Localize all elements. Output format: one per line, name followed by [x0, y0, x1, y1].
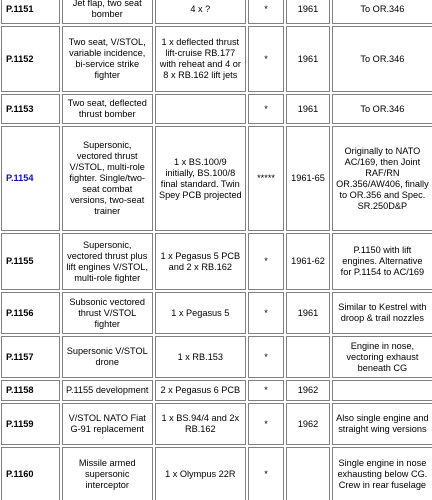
project-year: 1962 — [286, 403, 330, 445]
table-row — [1, 447, 432, 500]
project-description: Missile armed supersonic interceptor — [62, 447, 153, 500]
table-row — [1, 0, 432, 24]
project-id: P.1152 — [1, 26, 60, 92]
project-id: P.1157 — [1, 336, 60, 378]
table-row — [1, 126, 432, 231]
project-engines — [155, 94, 246, 124]
project-notes: Similar to Kestrel with droop & trail nozzles — [332, 292, 432, 334]
table-row — [1, 233, 432, 290]
project-year: 1961 — [286, 0, 330, 24]
project-rating: * — [248, 233, 284, 290]
project-rating: * — [248, 380, 284, 401]
project-id: P.1156 — [1, 292, 60, 334]
project-notes: P.1150 with lift engines. Alternative for P.1154 to AC/169 — [332, 233, 432, 290]
table-row — [1, 94, 432, 124]
project-engines: 1 x BS.94/4 and 2x RB.162 — [155, 403, 246, 445]
project-engines: 1 x Olympus 22R — [155, 447, 246, 500]
project-year: 1961-65 — [286, 126, 330, 231]
project-rating: * — [248, 336, 284, 378]
project-description: P.1155 development — [62, 380, 153, 401]
project-notes: To OR.346 — [332, 0, 432, 24]
table-row — [1, 26, 432, 92]
project-year: 1962 — [286, 380, 330, 401]
table-row — [1, 403, 432, 445]
project-id: P.1158 — [1, 380, 60, 401]
table-row — [1, 292, 432, 334]
project-description: Supersonic, vectored thrust plus lift engines V/STOL, multi-role fighter — [62, 233, 153, 290]
project-engines: 1 x deflected thrust lift-cruise RB.177 with reheat and 4 or 8 x RB.162 lift jets — [155, 26, 246, 92]
project-notes: Also single engine and straight wing versions — [332, 403, 432, 445]
project-year — [286, 336, 330, 378]
project-id: P.1155 — [1, 233, 60, 290]
project-link[interactable]: P.1154 — [6, 173, 34, 183]
project-id — [1, 126, 60, 231]
project-description: Supersonic, vectored thrust V/STOL, multi-role fighter. Single/two-seat combat versions, two-seat trainer — [62, 126, 153, 231]
project-engines: 4 x ? — [155, 0, 246, 24]
project-year: 1961 — [286, 26, 330, 92]
project-description: Supersonic V/STOL drone — [62, 336, 153, 378]
project-engines: 1 x RB.153 — [155, 336, 246, 378]
project-notes: To OR.346 — [332, 26, 432, 92]
project-year: 1961 — [286, 292, 330, 334]
project-description: Two seat, V/STOL, variable incidence, bi-service strike fighter — [62, 26, 153, 92]
project-description: Two seat, deflected thrust bomber — [62, 94, 153, 124]
project-rating: * — [248, 292, 284, 334]
project-engines: 1 x BS.100/9 initially, BS.100/8 final standard. Twin Spey PCB projected — [155, 126, 246, 231]
project-rating: * — [248, 0, 284, 24]
project-notes: Engine in nose, vectoring exhaust beneath CG — [332, 336, 432, 378]
project-year: 1961-62 — [286, 233, 330, 290]
project-id: P.1153 — [1, 94, 60, 124]
project-notes: To OR.346 — [332, 94, 432, 124]
project-rating: * — [248, 403, 284, 445]
project-engines: 2 x Pegasus 6 PCB — [155, 380, 246, 401]
project-description: Subsonic vectored thrust V/STOL fighter — [62, 292, 153, 334]
project-engines: 1 x Pegasus 5 — [155, 292, 246, 334]
project-notes: Single engine in nose exhausting below CG. Crew in rear fuselage — [332, 447, 432, 500]
project-rating: ***** — [248, 126, 284, 231]
project-id: P.1151 — [1, 0, 60, 24]
project-id: P.1160 — [1, 447, 60, 500]
project-rating: * — [248, 447, 284, 500]
project-year — [286, 447, 330, 500]
project-description: V/STOL NATO Fiat G-91 replacement — [62, 403, 153, 445]
project-description: Jet flap, two seat bomber — [62, 0, 153, 24]
project-year: 1961 — [286, 94, 330, 124]
table-row — [1, 336, 432, 378]
project-rating: * — [248, 94, 284, 124]
project-rating: * — [248, 26, 284, 92]
project-id: P.1159 — [1, 403, 60, 445]
table-row — [1, 380, 432, 401]
project-notes — [332, 380, 432, 401]
project-notes: Originally to NATO AC/169, then Joint RAF/RN OR.356/AW406, finally to OR.356 and Spec. SR.250D&P — [332, 126, 432, 231]
project-engines: 1 x Pegasus 5 PCB and 2 x RB.162 — [155, 233, 246, 290]
